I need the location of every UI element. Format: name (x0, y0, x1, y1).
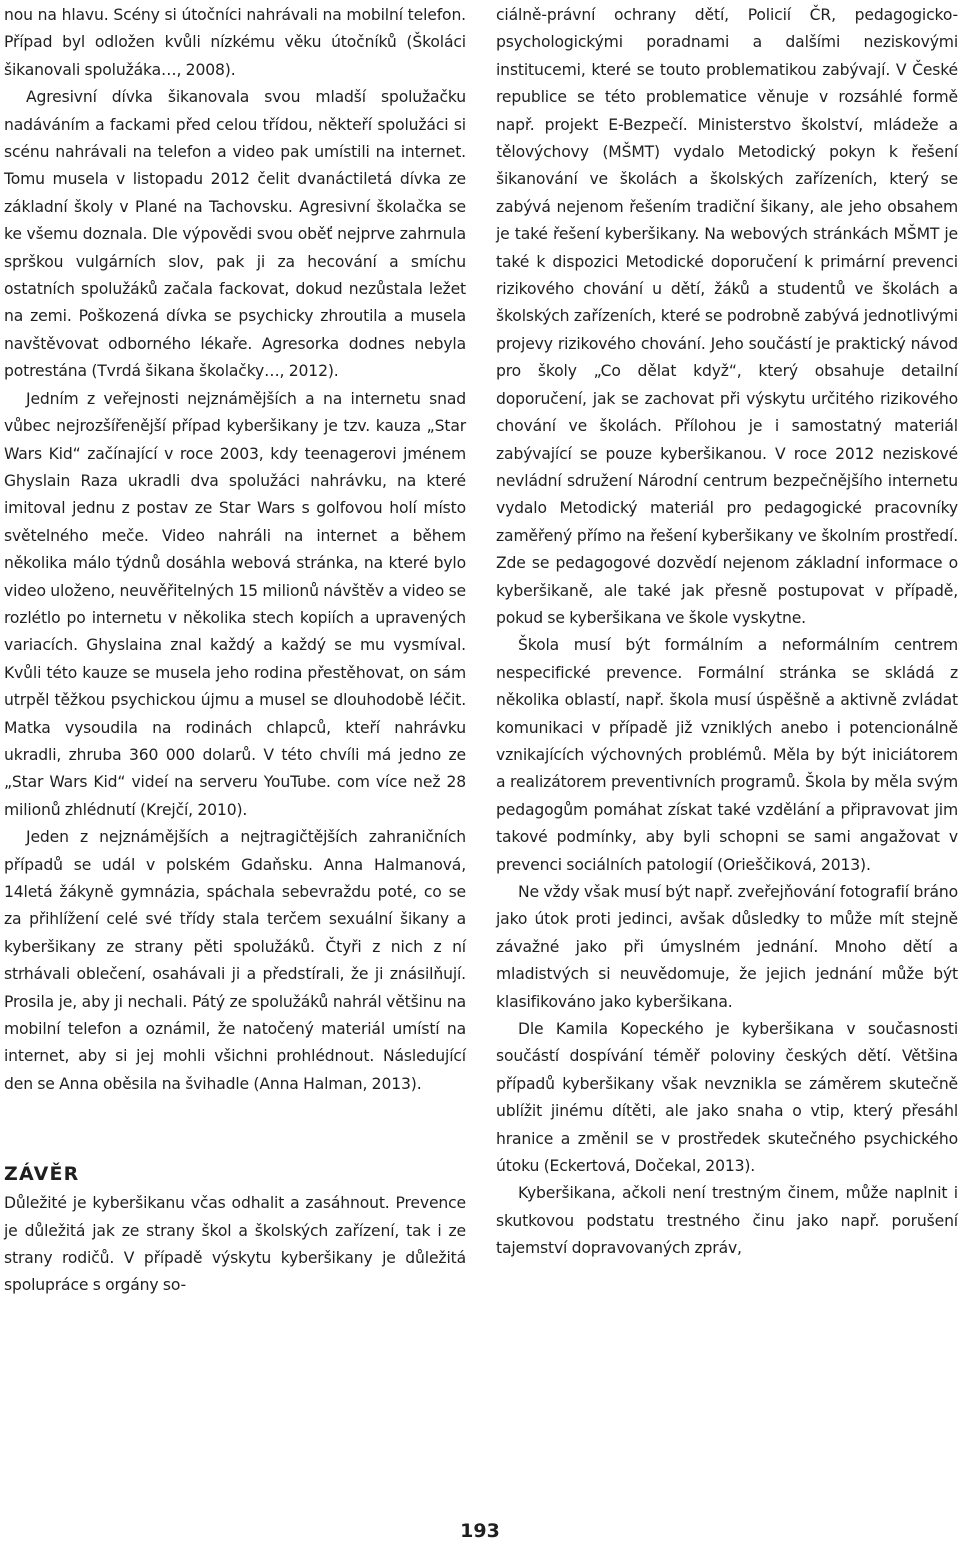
section-heading: ZÁVĚR (4, 1163, 80, 1186)
paragraph: Ne vždy však musí být např. zveřejňování fotografií bráno jako útok proti jedinci, avšak důsledky to může mít stejně závažné jako při úmyslném jednání. Mnoho dětí a mladistvých si neuvědomuje, že jejich jednání může být klasifikováno jako kyberšikana. (496, 883, 958, 1011)
paragraph: Škola musí být formálním a neformálním centrem nespecifické prevence. Formální stránka se skládá z několika oblastí, např. škola musí úspěšně a aktivně zvládat komunikaci v případě již vzniklých anebo i potencionálně vznikajících výchovných problémů. Měla by být iniciátorem a realizátorem preventivních programů. Škola by měla svým pedagogům pomáhat získat také vzdělání a připravovat jim takové podmínky, aby byli schopni se sami angažovat v prevenci sociálních patologií (Orieščiková, 2013). (496, 636, 958, 874)
left-column (4, 2, 466, 1300)
right-column (496, 2, 958, 1263)
paragraph: Agresivní dívka šikanovala svou mladší spolužačku nadáváním a fackami před celou třídou, někteří spolužáci si scénu nahrávali na telefon a video pak umístili na internet. Tomu musela v listopadu 2012 čelit dvanáctiletá dívka ze základní školy v Plané na Tachovsku. Agresivní školačka se ke všemu doznala. Dle výpovědi svou oběť nejprve zahrnula sprškou vulgárních slov, pak ji za hecování a smíchu ostatních spolužáků začala fackovat, dokud nezůstala ležet na zemi. Poškozená dívka se psychicky zhroutila a musela navštěvovat odborného lékaře. Agresorka dodnes nebyla potrestána (Tvrdá šikana školačky…, 2012). (4, 88, 466, 381)
conclusion-paragraph: Důležité je kyberšikanu včas odhalit a zasáhnout. Prevence je důležitá jak ze strany škol a školských zařízení, tak i ze strany rodičů. V případě výskytu kyberšikany je důležitá spolupráce s orgány so- (4, 1194, 466, 1295)
paragraph: Jeden z nejznámějších a nejtragičtějších zahraničních případů se udál v polském Gdaňsku. Anna Halmanová, 14letá žákyně gymnázia, spáchala sebevraždu poté, co se za přihlížení celé své třídy stala terčem sexuální šikany a kyberšikany ze strany pěti spolužáků. Čtyři z nich z ní strhávali oblečení, osahávali ji a předstírali, že ji znásilňují. Prosila je, aby ji nechali. Pátý ze spolužáků nahrál většinu na mobilní telefon a oznámil, že natočený materiál umístí na internet, aby si jej mohli všichni prohlédnout. Následující den se Anna oběsila na švihadle (Anna Halman, 2013). (4, 828, 466, 1093)
paragraph: Dle Kamila Kopeckého je kyberšikana v současnosti součástí dospívání téměř poloviny českých dětí. Většina případů kyberšikany však nevznikla se záměrem skutečně ublížit jinému dítěti, ale jako snaha o vtip, který přesáhl hranice a změnil se v prostředek skutečného psychického útoku (Eckertová, Dočekal, 2013). (496, 1020, 958, 1176)
paragraph: nou na hlavu. Scény si útočníci nahrávali na mobilní telefon. Případ byl odložen kvůli nízkému věku útočníků (Školáci šikanovali spolužáka…, 2008). (4, 6, 466, 79)
page-number: 193 (460, 1520, 500, 1542)
paragraph: ciálně-právní ochrany dětí, Policií ČR, pedagogicko-psychologickými poradnami a dalšími neziskovými institucemi, které se touto problematikou zabývají. V České republice se této problematice věnuje v rozsáhlé formě např. projekt E-Bezpečí. Ministerstvo školství, mládeže a tělovýchovy (MŠMT) vydalo Metodický pokyn k řešení šikanování ve školách a školských zařízeních, který se zabývá nejenom řešením tradiční šikany, ale jeho obsahem je také řešení kyberšikany. Na webových stránkách MŠMT je také k dispozici Metodické doporučení k primární prevenci rizikového chování u dětí, žáků a studentů ve školách a školských zařízeních, které se podrobně zabývá jednotlivými projevy rizikového chování. Jeho součástí je praktický návod pro školy „Co dělat když“, který obsahuje detailní doporučení, jak se zachovat při výskytu určitého rizikového chování ve školách. Přílohou je i samostatný materiál zabývající se pouze kyberšikanou. V roce 2012 neziskové nevládní sdružení Národní centrum bezpečnějšího internetu vydalo Metodický materiál pro pedagogické pracovníky zaměřený přímo na řešení kyberšikany ve školním prostředí. Zde se pedagogové dozvědí nejenom základní informace o kyberšikaně, ale také jak přesně postupovat v případě, pokud se kyberšikana ve škole vyskytne. (496, 6, 958, 627)
paragraph: Jedním z veřejnosti nejznámějších a na internetu snad vůbec nejrozšířenější případ kyberšikany je tzv. kauza „Star Wars Kid“ začínající v roce 2003, kdy teenagerovi jménem Ghyslain Raza ukradli dva spolužáci nahrávku, na které imitoval jednu z postav ze Star Wars s golfovou holí místo světelného meče. Video nahráli na internet a během několika málo týdnů dosáhla webová stránka, na které bylo video uloženo, neuvěřitelných 15 milionů návštěv a video se rozlétlo po internetu v několika stech kopiích a upravených variacích. Ghyslaina znal každý a každý se mu vysmíval. Kvůli této kauze se musela jeho rodina přestěhovat, on sám utrpěl těžkou psychickou újmu a musel se dlouhodobě léčit. Matka vysoudila na rodinách chlapců, kteří nahrávku ukradli, zhruba 360 000 dolarů. V této chvíli má jedno ze „Star Wars Kid“ videí na serveru YouTube. com více než 28 milionů zhlédnutí (Krejčí, 2010). (4, 389, 466, 819)
paragraph: Kyberšikana, ačkoli není trestným činem, může naplnit i skutkovou podstatu trestného činu jako např. porušení tajemství dopravovaných zpráv, (496, 1184, 958, 1258)
